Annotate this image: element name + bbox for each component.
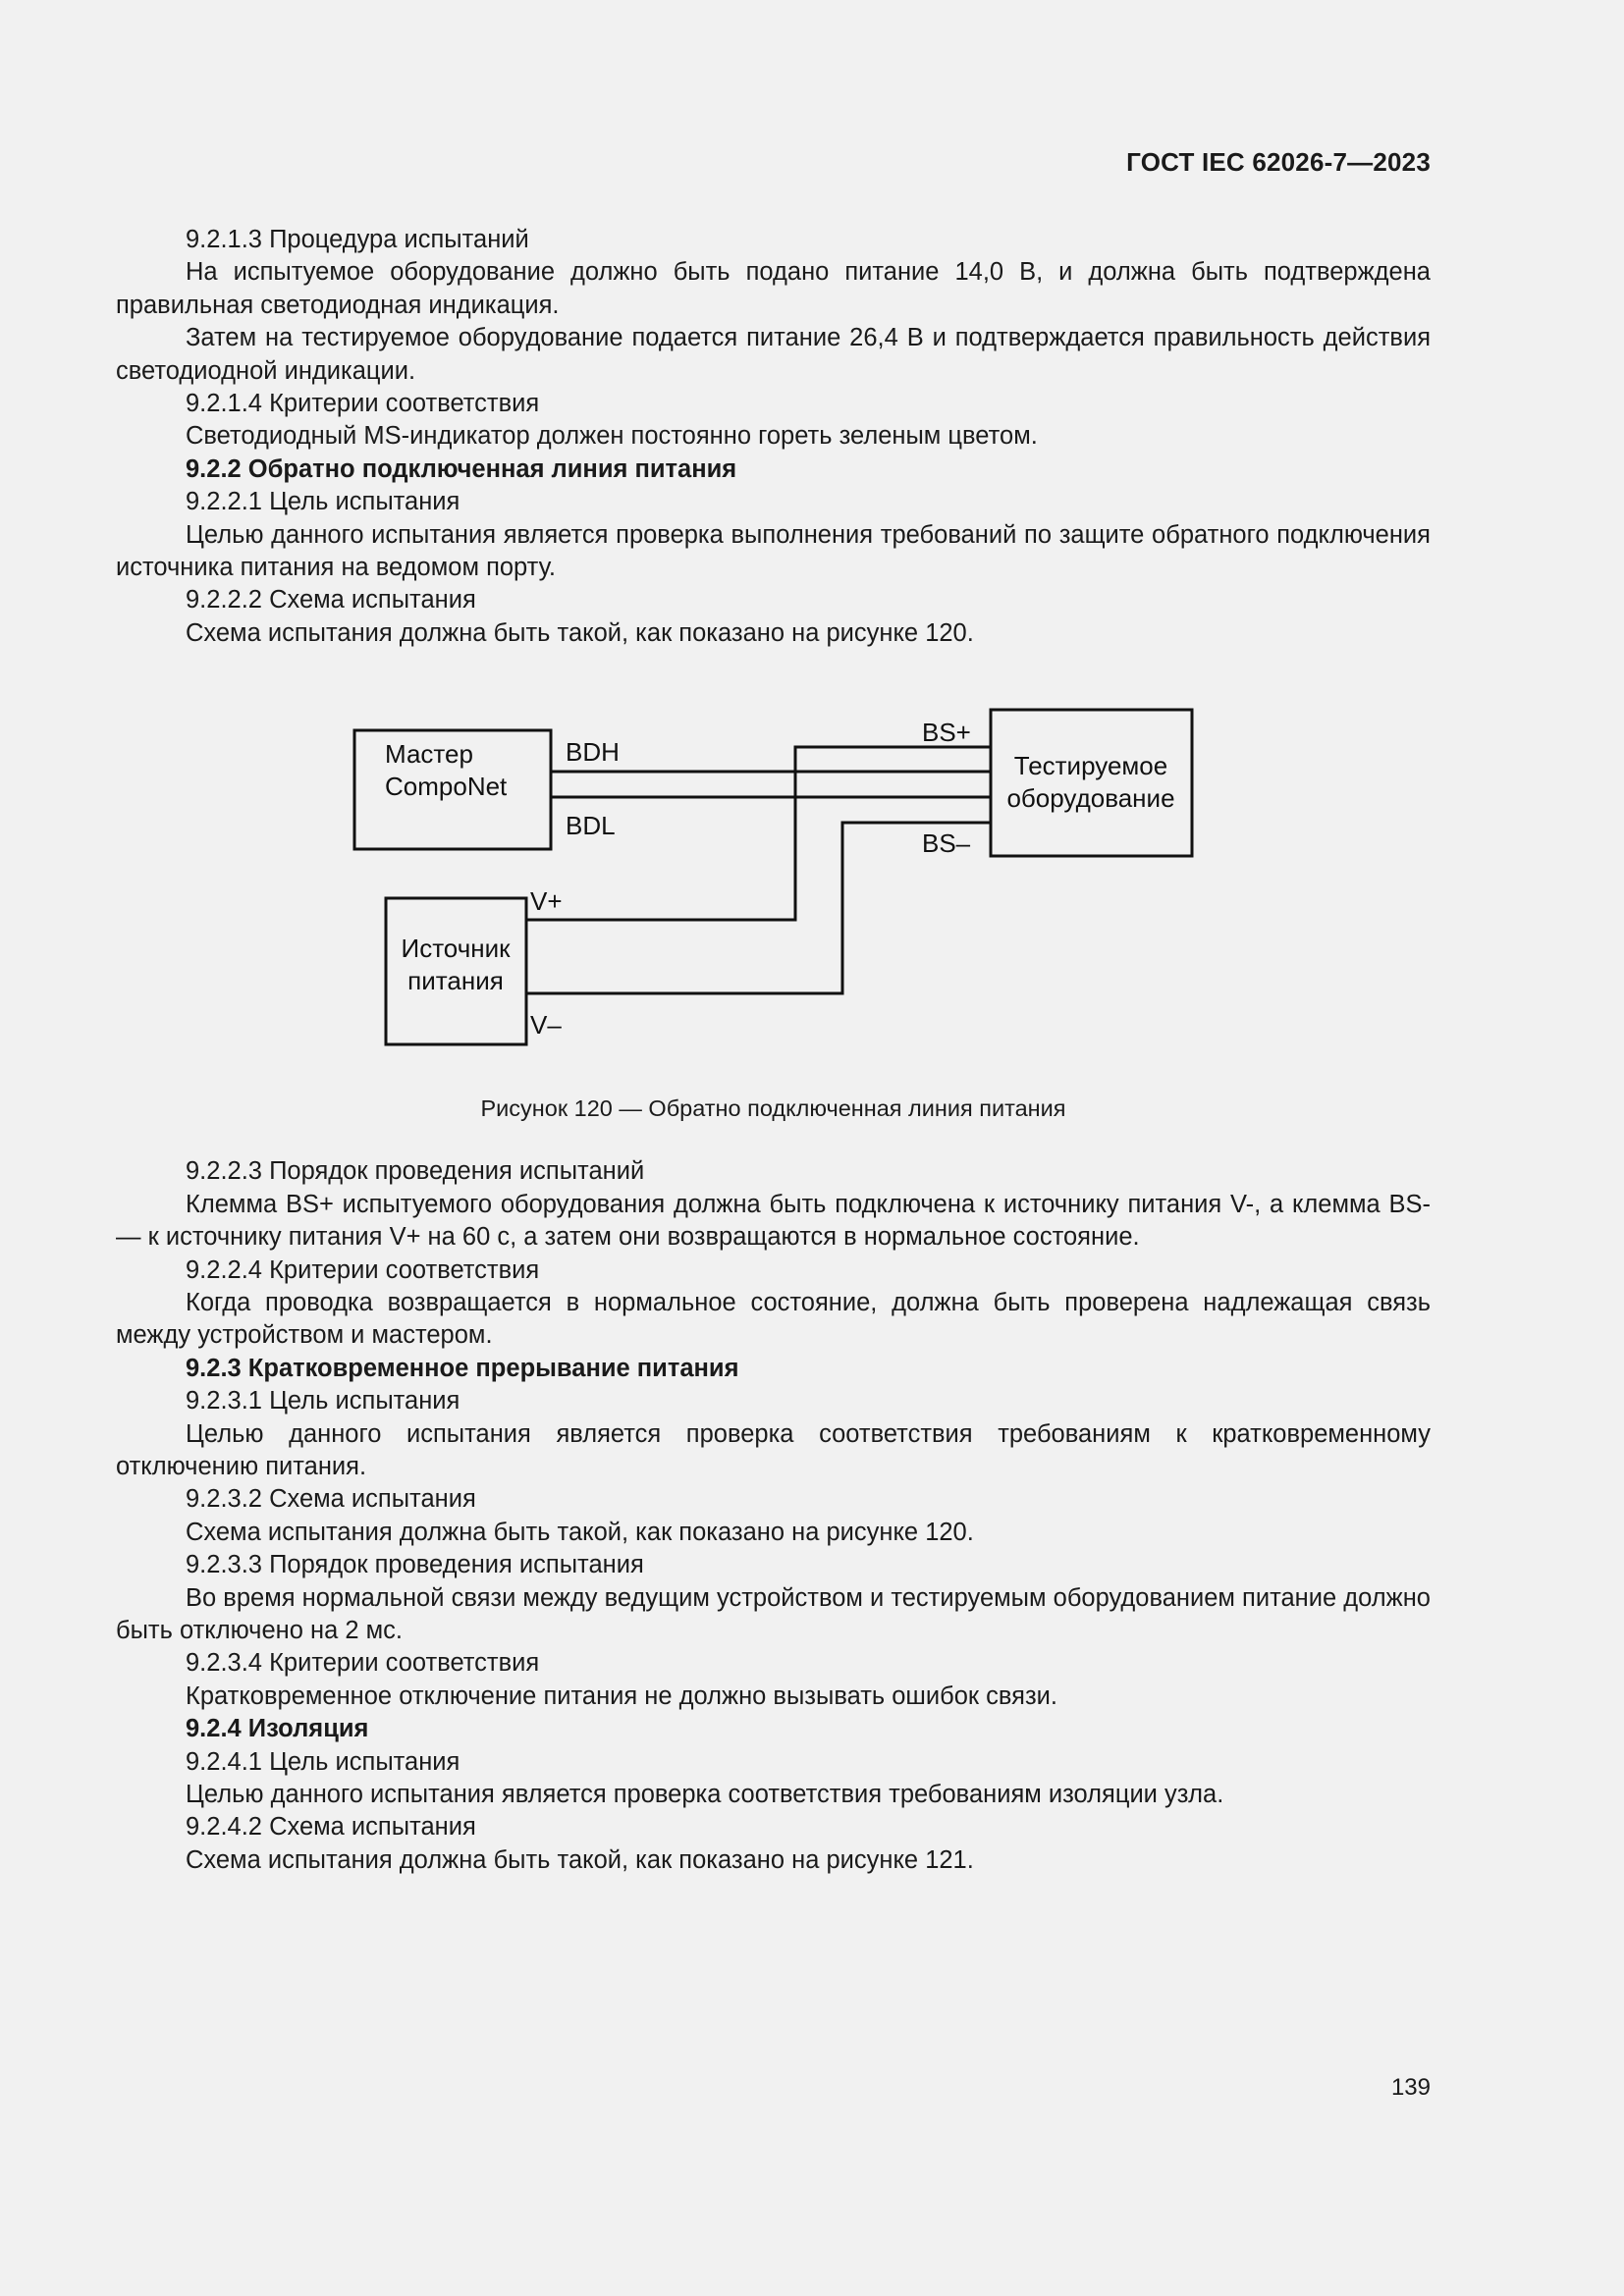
paragraph: Кратковременное отключение питания не должно вызывать ошибок связи. [186, 1682, 1058, 1710]
psu-label-line1: Источник [401, 934, 511, 964]
paragraph: 9.2.2.2 Схема испытания [186, 586, 476, 614]
page-number: 139 [1390, 2074, 1431, 2101]
circuit-diagram [116, 650, 1431, 1082]
paragraph: 9.2.2.3 Порядок проведения испытаний [186, 1157, 645, 1186]
document-header: ГОСТ IEC 62026-7—2023 [1126, 147, 1431, 177]
v-minus-label: V– [530, 1010, 562, 1041]
text-block-before-figure [116, 224, 1431, 650]
paragraph: Клемма BS+ испытуемого оборудования должна быть подключена к источнику питания V-, а клемма BS- — к источнику питания V+ на 60 с, а затем они возвращаются в нормальное состояние. [116, 1190, 1431, 1252]
dut-label-line2: оборудование [1006, 783, 1175, 814]
page-content [116, 224, 1431, 1877]
bs-minus-label: BS– [922, 828, 971, 859]
paragraph: 9.2.4.1 Цель испытания [186, 1747, 460, 1776]
paragraph: 9.2.3.1 Цель испытания [186, 1387, 460, 1415]
paragraph: 9.2.4.2 Схема испытания [186, 1813, 476, 1842]
paragraph: Целью данного испытания является проверка соответствия требованиям изоляции узла. [186, 1781, 1224, 1808]
dut-label-line1: Тестируемое [1013, 751, 1168, 781]
paragraph: Целью данного испытания является проверка соответствия требованиям к кратковременному отключению питания. [116, 1419, 1431, 1480]
paragraph: 9.2.2.1 Цель испытания [186, 488, 460, 516]
section-heading: 9.2.4 Изоляция [186, 1715, 369, 1743]
paragraph: Светодиодный MS-индикатор должен постоянно гореть зеленым цветом. [186, 422, 1038, 451]
figure-caption: Рисунок 120 — Обратно подключенная линия питания [480, 1095, 1066, 1122]
section-heading: 9.2.3 Кратковременное прерывание питания [186, 1354, 739, 1382]
paragraph: Схема испытания должна быть такой, как показано на рисунке 120. [186, 1518, 974, 1546]
paragraph: 9.2.2.4 Критерии соответствия [186, 1255, 540, 1284]
v-plus-label: V+ [530, 886, 563, 917]
paragraph: На испытуемое оборудование должно быть подано питание 14,0 В, и должна быть подтверждена правильная светодиодная индикация. [116, 258, 1431, 319]
psu-label-line2: питания [407, 966, 504, 996]
figure-120 [116, 650, 1431, 1155]
paragraph: 9.2.3.2 Схема испытания [186, 1485, 476, 1514]
paragraph: 9.2.1.4 Критерии соответствия [186, 390, 540, 418]
bs-plus-label: BS+ [922, 718, 971, 748]
paragraph: Схема испытания должна быть такой, как показано на рисунке 120. [186, 618, 974, 647]
paragraph: 9.2.3.3 Порядок проведения испытания [186, 1551, 644, 1579]
paragraph: 9.2.1.3 Процедура испытаний [186, 226, 529, 253]
bdl-label: BDL [566, 811, 616, 841]
paragraph: Целью данного испытания является проверка выполнения требований по защите обратного подключения источника питания на ведомом порту. [116, 520, 1431, 582]
paragraph: Схема испытания должна быть такой, как показано на рисунке 121. [186, 1845, 974, 1874]
section-heading: 9.2.2 Обратно подключенная линия питания [186, 454, 737, 483]
paragraph: 9.2.3.4 Критерии соответствия [186, 1649, 540, 1678]
paragraph: Затем на тестируемое оборудование подается питание 26,4 В и подтверждается правильность действия светодиодной индикации. [116, 324, 1431, 385]
paragraph: Когда проводка возвращается в нормальное состояние, должна быть проверена надлежащая связь между устройством и мастером. [116, 1288, 1431, 1350]
master-label-line1: Мастер [385, 739, 473, 770]
master-label-line2: CompoNet [385, 772, 508, 802]
bdh-label: BDH [566, 737, 620, 768]
text-block-after-figure [116, 1155, 1431, 1877]
paragraph: Во время нормальной связи между ведущим устройством и тестируемым оборудованием питание должно быть отключено на 2 мс. [116, 1583, 1431, 1644]
